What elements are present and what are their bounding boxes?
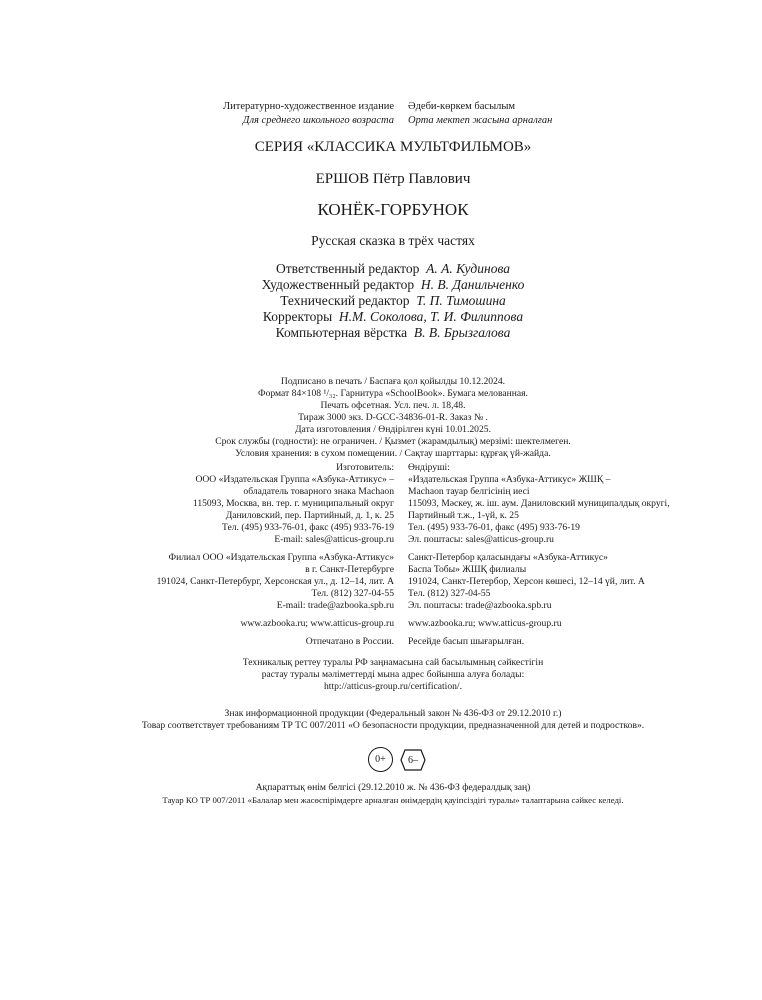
tr-ts-compliance-kz: Тауар КО ТР 007/2011 «Балалар мен жасөспірімдерге арналған өнімдердің қауіпсіздігі туралы» талаптарына сәйкес келеді. <box>162 795 624 805</box>
branch-line-kz: Баспа Тобы» ЖШҚ филиалы <box>408 564 527 575</box>
manufacturer-line-kz: Тел. (495) 933-76-01, факс (495) 933-76-19 <box>408 522 580 533</box>
branch-email-ru: E-mail: trade@azbooka.spb.ru <box>276 600 394 611</box>
edition-type-ru: Литературно-художественное издание <box>223 101 394 112</box>
series-title: СЕРИЯ «КЛАССИКА МУЛЬТФИЛЬМОВ» <box>254 139 532 155</box>
age-mark-6 <box>400 749 426 771</box>
book-author: ЕРШОВ Пётр Павлович <box>315 171 471 187</box>
info-sign-kz: Ақпараттық өнім белгісі (29.12.2010 ж. № 436-ФЗ федералдық заң) <box>255 782 531 793</box>
shelf-life: Срок службы (годности): не ограничен. / Қызмет (жарамдылық) мерзімі: шектелмеген. <box>215 436 571 447</box>
credit-role: Ответственный редактор <box>276 261 420 276</box>
printing-line: Печать офсетная. Усл. печ. л. 18,48. <box>320 400 466 411</box>
credit-names: Т. П. Тимошина <box>416 293 506 308</box>
format-line: Формат 84×108 ¹/₃₂. Гарнитура «SchoolBook». Бумага мелованная. <box>258 388 528 399</box>
branch-line-ru: 191024, Санкт-Петербург, Херсонская ул., д. 12–14, лит. А <box>156 576 394 587</box>
manufacturer-line-kz: Партийный т.ж., 1-үй, к. 25 <box>408 510 519 521</box>
branch-line-kz: 191024, Санкт-Петербор, Херсон көшесі, 12–14 үй, лит. А <box>408 576 645 587</box>
signed-to-print: Подписано в печать / Баспаға қол қойылды 10.12.2024. <box>280 376 506 387</box>
age-group-ru: Для среднего школьного возраста <box>242 115 394 126</box>
credit-line <box>0 278 762 292</box>
credit-role: Технический редактор <box>280 293 410 308</box>
info-sign-ru: Знак информационной продукции (Федеральный закон № 436-ФЗ от 29.12.2010 г.) <box>224 708 562 719</box>
certification-line: Техникалық реттеу туралы РФ заңнамасына сай басылымның сәйкестігін <box>242 657 544 668</box>
tr-ts-compliance-ru: Товар соответствует требованиям ТР ТС 007/2011 «О безопасности продукции, предназначенной для детей и подростков». <box>141 720 645 731</box>
websites-ru: www.azbooka.ru; www.atticus-group.ru <box>240 618 394 629</box>
edition-type-kz: Әдеби-көркем басылым <box>408 101 516 112</box>
manufacturer-line-ru: обладатель товарного знака Machaon <box>243 486 394 497</box>
credit-line <box>0 294 762 308</box>
printed-in-ru: Отпечатано в России. <box>305 636 394 647</box>
credit-names: Н.М. Соколова, Т. И. Филиппова <box>338 309 524 324</box>
websites-kz: www.azbooka.ru; www.atticus-group.ru <box>408 618 562 629</box>
branch-line-ru: Филиал ООО «Издательская Группа «Азбука-Аттикус» <box>168 552 394 563</box>
manufacturer-line-kz: Machaon тауар белгісінің иесі <box>408 486 530 497</box>
credit-line <box>0 326 762 340</box>
book-subtitle: Русская сказка в трёх частях <box>311 233 475 248</box>
storage-conditions: Условия хранения: в сухом помещении. / Сақтау шарттары: құрғақ үй-жайда. <box>235 448 551 459</box>
branch-line-kz: Санкт-Петербор қаласындағы «Азбука-Аттикус» <box>408 552 608 563</box>
credit-names: В. В. Брызгалова <box>413 325 511 340</box>
circulation-line: Тираж 3000 экз. D-GCC-34836-01-R. Заказ № . <box>298 412 488 423</box>
manufacturer-email-kz: Эл. поштасы: sales@atticus-group.ru <box>408 534 554 545</box>
manufacturer-label-ru: Изготовитель: <box>336 462 394 473</box>
manufacturer-label-kz: Өндіруші: <box>408 462 450 473</box>
age-mark-label: 6– <box>408 754 418 766</box>
manufacturer-line-kz: «Издательская Группа «Азбука-Аттикус» ЖШҚ – <box>408 474 611 485</box>
age-group-kz: Орта мектеп жасына арналған <box>408 115 553 126</box>
branch-line-ru: в г. Санкт-Петербурге <box>305 564 394 575</box>
manufacturer-line-ru: Тел. (495) 933-76-01, факс (495) 933-76-19 <box>222 522 394 533</box>
book-title: КОНЁК-ГОРБУНОК <box>317 200 469 219</box>
credit-line <box>0 310 762 324</box>
credit-names: А. А. Кудинова <box>426 261 510 276</box>
manufacture-date: Дата изготовления / Өндірілген күні 10.01.2025. <box>295 424 491 435</box>
manufacturer-line-ru: 115093, Москва, вн. тер. г. муниципальный округ <box>192 498 394 509</box>
age-mark-0plus <box>368 747 393 772</box>
manufacturer-email-ru: E-mail: sales@atticus-group.ru <box>274 534 394 545</box>
branch-line-ru: Тел. (812) 327-04-55 <box>311 588 394 599</box>
certification-line: растау туралы мәліметтерді мына адрес бойынша алуға болады: <box>261 669 525 680</box>
credit-role: Корректоры <box>262 309 333 324</box>
certification-url: http://atticus-group.ru/certification/. <box>323 681 462 692</box>
manufacturer-line-kz: 115093, Мәскеу, ж. іш. аум. Даниловский муниципалдық округі, <box>408 498 670 509</box>
credit-line <box>0 262 762 276</box>
manufacturer-line-ru: Даниловский, пер. Партийный, д. 1, к. 25 <box>225 510 394 521</box>
branch-email-kz: Эл. поштасы: trade@azbooka.spb.ru <box>408 600 552 611</box>
age-mark-label: 0+ <box>375 754 386 765</box>
credit-names: Н. В. Данильченко <box>420 277 525 292</box>
branch-line-kz: Тел. (812) 327-04-55 <box>408 588 491 599</box>
manufacturer-line-ru: ООО «Издательская Группа «Азбука-Аттикус» – <box>195 474 394 485</box>
printed-in-kz: Ресейде басып шығарылған. <box>408 636 525 647</box>
credit-role: Компьютерная вёрстка <box>275 325 408 340</box>
credit-role: Художественный редактор <box>261 277 415 292</box>
